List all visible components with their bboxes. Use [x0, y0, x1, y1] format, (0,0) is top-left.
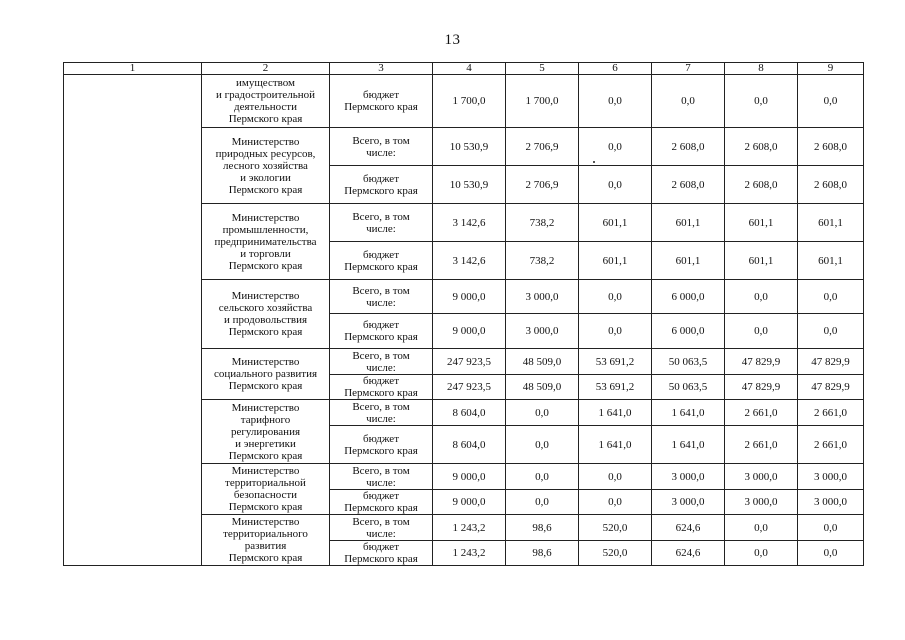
- value-cell-col-5: 48 509,0: [506, 375, 579, 400]
- value-cell-col-9: 0,0: [798, 75, 864, 128]
- organization-cell: Министерство территориальной безопасности Пермского края: [202, 464, 330, 515]
- value-cell-col-6: 0,0: [579, 314, 652, 349]
- funding-source-cell: Всего, в том числе:: [330, 515, 433, 541]
- value-cell-col-5: 0,0: [506, 426, 579, 464]
- funding-source-cell: Всего, в том числе:: [330, 464, 433, 490]
- funding-source-cell: бюджет Пермского края: [330, 314, 433, 349]
- value-cell-col-7: 1 641,0: [652, 400, 725, 426]
- value-cell-col-4: 10 530,9: [433, 128, 506, 166]
- value-cell-col-8: 2 661,0: [725, 426, 798, 464]
- value-cell-col-6: 601,1: [579, 204, 652, 242]
- value-cell-col-5: 98,6: [506, 515, 579, 541]
- value-cell-col-6: 0,0: [579, 464, 652, 490]
- table-row: [64, 75, 864, 128]
- table-body: [64, 75, 864, 566]
- value-cell-col-5: 738,2: [506, 204, 579, 242]
- funding-source-cell: бюджет Пермского края: [330, 166, 433, 204]
- column-header-5: 5: [506, 63, 579, 75]
- value-cell-col-5: 0,0: [506, 464, 579, 490]
- value-cell-col-9: 0,0: [798, 515, 864, 541]
- column-header-9: 9: [798, 63, 864, 75]
- value-cell-col-4: 8 604,0: [433, 400, 506, 426]
- value-cell-col-6: 0,0: [579, 75, 652, 128]
- value-cell-col-6: 53 691,2: [579, 375, 652, 400]
- organization-cell: Министерство тарифного регулирования и энергетики Пермского края: [202, 400, 330, 464]
- value-cell-col-5: 1 700,0: [506, 75, 579, 128]
- value-cell-col-9: 2 661,0: [798, 400, 864, 426]
- value-cell-col-6: 1 641,0: [579, 426, 652, 464]
- value-cell-col-9: 2 661,0: [798, 426, 864, 464]
- header-row: [64, 63, 864, 75]
- funding-source-cell: бюджет Пермского края: [330, 541, 433, 566]
- value-cell-col-4: 247 923,5: [433, 375, 506, 400]
- organization-cell: Министерство промышленности, предпринимательства и торговли Пермского края: [202, 204, 330, 280]
- scan-dot-mark: [593, 161, 595, 163]
- value-cell-col-8: 0,0: [725, 541, 798, 566]
- organization-cell: Министерство сельского хозяйства и продовольствия Пермского края: [202, 280, 330, 349]
- value-cell-col-4: 9 000,0: [433, 464, 506, 490]
- funding-source-cell: Всего, в том числе:: [330, 280, 433, 314]
- value-cell-col-4: 9 000,0: [433, 490, 506, 515]
- budget-table: [63, 62, 864, 566]
- value-cell-col-9: 3 000,0: [798, 490, 864, 515]
- value-cell-col-4: 8 604,0: [433, 426, 506, 464]
- value-cell-col-5: 2 706,9: [506, 128, 579, 166]
- value-cell-col-9: 601,1: [798, 204, 864, 242]
- value-cell-col-7: 601,1: [652, 204, 725, 242]
- value-cell-col-7: 2 608,0: [652, 128, 725, 166]
- funding-source-cell: бюджет Пермского края: [330, 426, 433, 464]
- value-cell-col-5: 98,6: [506, 541, 579, 566]
- value-cell-col-9: 47 829,9: [798, 349, 864, 375]
- value-cell-col-4: 1 243,2: [433, 541, 506, 566]
- value-cell-col-4: 9 000,0: [433, 314, 506, 349]
- value-cell-col-7: 3 000,0: [652, 490, 725, 515]
- value-cell-col-6: 520,0: [579, 541, 652, 566]
- value-cell-col-8: 3 000,0: [725, 464, 798, 490]
- value-cell-col-4: 9 000,0: [433, 280, 506, 314]
- value-cell-col-7: 624,6: [652, 515, 725, 541]
- value-cell-col-5: 3 000,0: [506, 314, 579, 349]
- value-cell-col-6: 601,1: [579, 242, 652, 280]
- funding-source-cell: Всего, в том числе:: [330, 400, 433, 426]
- value-cell-col-7: 624,6: [652, 541, 725, 566]
- column-header-6: 6: [579, 63, 652, 75]
- value-cell-col-9: 2 608,0: [798, 166, 864, 204]
- value-cell-col-7: 2 608,0: [652, 166, 725, 204]
- value-cell-col-5: 3 000,0: [506, 280, 579, 314]
- value-cell-col-8: 0,0: [725, 515, 798, 541]
- value-cell-col-6: 0,0: [579, 280, 652, 314]
- funding-source-cell: бюджет Пермского края: [330, 490, 433, 515]
- funding-source-cell: Всего, в том числе:: [330, 204, 433, 242]
- value-cell-col-4: 1 243,2: [433, 515, 506, 541]
- value-cell-col-6: 0,0: [579, 166, 652, 204]
- value-cell-col-5: 738,2: [506, 242, 579, 280]
- value-cell-col-6: 0,0: [579, 490, 652, 515]
- funding-source-cell: Всего, в том числе:: [330, 349, 433, 375]
- organization-cell: имуществом и градостроительной деятельности Пермского края: [202, 75, 330, 128]
- value-cell-col-8: 3 000,0: [725, 490, 798, 515]
- value-cell-col-4: 1 700,0: [433, 75, 506, 128]
- value-cell-col-6: 53 691,2: [579, 349, 652, 375]
- value-cell-col-5: 2 706,9: [506, 166, 579, 204]
- table-header: [64, 63, 864, 75]
- value-cell-col-4: 10 530,9: [433, 166, 506, 204]
- funding-source-cell: бюджет Пермского края: [330, 242, 433, 280]
- funding-source-cell: бюджет Пермского края: [330, 75, 433, 128]
- value-cell-col-4: 247 923,5: [433, 349, 506, 375]
- organization-cell: Министерство территориального развития Пермского края: [202, 515, 330, 566]
- value-cell-col-9: 3 000,0: [798, 464, 864, 490]
- value-cell-col-9: 0,0: [798, 541, 864, 566]
- value-cell-col-7: 3 000,0: [652, 464, 725, 490]
- value-cell-col-7: 0,0: [652, 75, 725, 128]
- value-cell-col-8: 601,1: [725, 242, 798, 280]
- value-cell-col-8: 47 829,9: [725, 375, 798, 400]
- value-cell-col-8: 2 661,0: [725, 400, 798, 426]
- column-header-2: 2: [202, 63, 330, 75]
- column-header-1: 1: [64, 63, 202, 75]
- value-cell-col-7: 6 000,0: [652, 314, 725, 349]
- value-cell-col-5: 48 509,0: [506, 349, 579, 375]
- value-cell-col-9: 0,0: [798, 314, 864, 349]
- value-cell-col-8: 601,1: [725, 204, 798, 242]
- value-cell-col-8: 0,0: [725, 314, 798, 349]
- page-number: 13: [444, 32, 461, 48]
- column-header-3: 3: [330, 63, 433, 75]
- column-1-empty-cell: [64, 75, 202, 566]
- value-cell-col-8: 0,0: [725, 75, 798, 128]
- value-cell-col-9: 0,0: [798, 280, 864, 314]
- organization-cell: Министерство социального развития Пермского края: [202, 349, 330, 400]
- funding-source-cell: Всего, в том числе:: [330, 128, 433, 166]
- value-cell-col-6: 1 641,0: [579, 400, 652, 426]
- value-cell-col-9: 601,1: [798, 242, 864, 280]
- value-cell-col-7: 6 000,0: [652, 280, 725, 314]
- value-cell-col-9: 2 608,0: [798, 128, 864, 166]
- value-cell-col-7: 1 641,0: [652, 426, 725, 464]
- value-cell-col-5: 0,0: [506, 490, 579, 515]
- value-cell-col-4: 3 142,6: [433, 204, 506, 242]
- value-cell-col-6: 520,0: [579, 515, 652, 541]
- value-cell-col-8: 2 608,0: [725, 128, 798, 166]
- value-cell-col-7: 50 063,5: [652, 375, 725, 400]
- value-cell-col-4: 3 142,6: [433, 242, 506, 280]
- value-cell-col-8: 47 829,9: [725, 349, 798, 375]
- value-cell-col-5: 0,0: [506, 400, 579, 426]
- value-cell-col-7: 601,1: [652, 242, 725, 280]
- value-cell-col-7: 50 063,5: [652, 349, 725, 375]
- column-header-4: 4: [433, 63, 506, 75]
- column-header-7: 7: [652, 63, 725, 75]
- value-cell-col-8: 0,0: [725, 280, 798, 314]
- organization-cell: Министерство природных ресурсов, лесного хозяйства и экологии Пермского края: [202, 128, 330, 204]
- value-cell-col-8: 2 608,0: [725, 166, 798, 204]
- value-cell-col-9: 47 829,9: [798, 375, 864, 400]
- column-header-8: 8: [725, 63, 798, 75]
- funding-source-cell: бюджет Пермского края: [330, 375, 433, 400]
- value-cell-col-6: 0,0: [579, 128, 652, 166]
